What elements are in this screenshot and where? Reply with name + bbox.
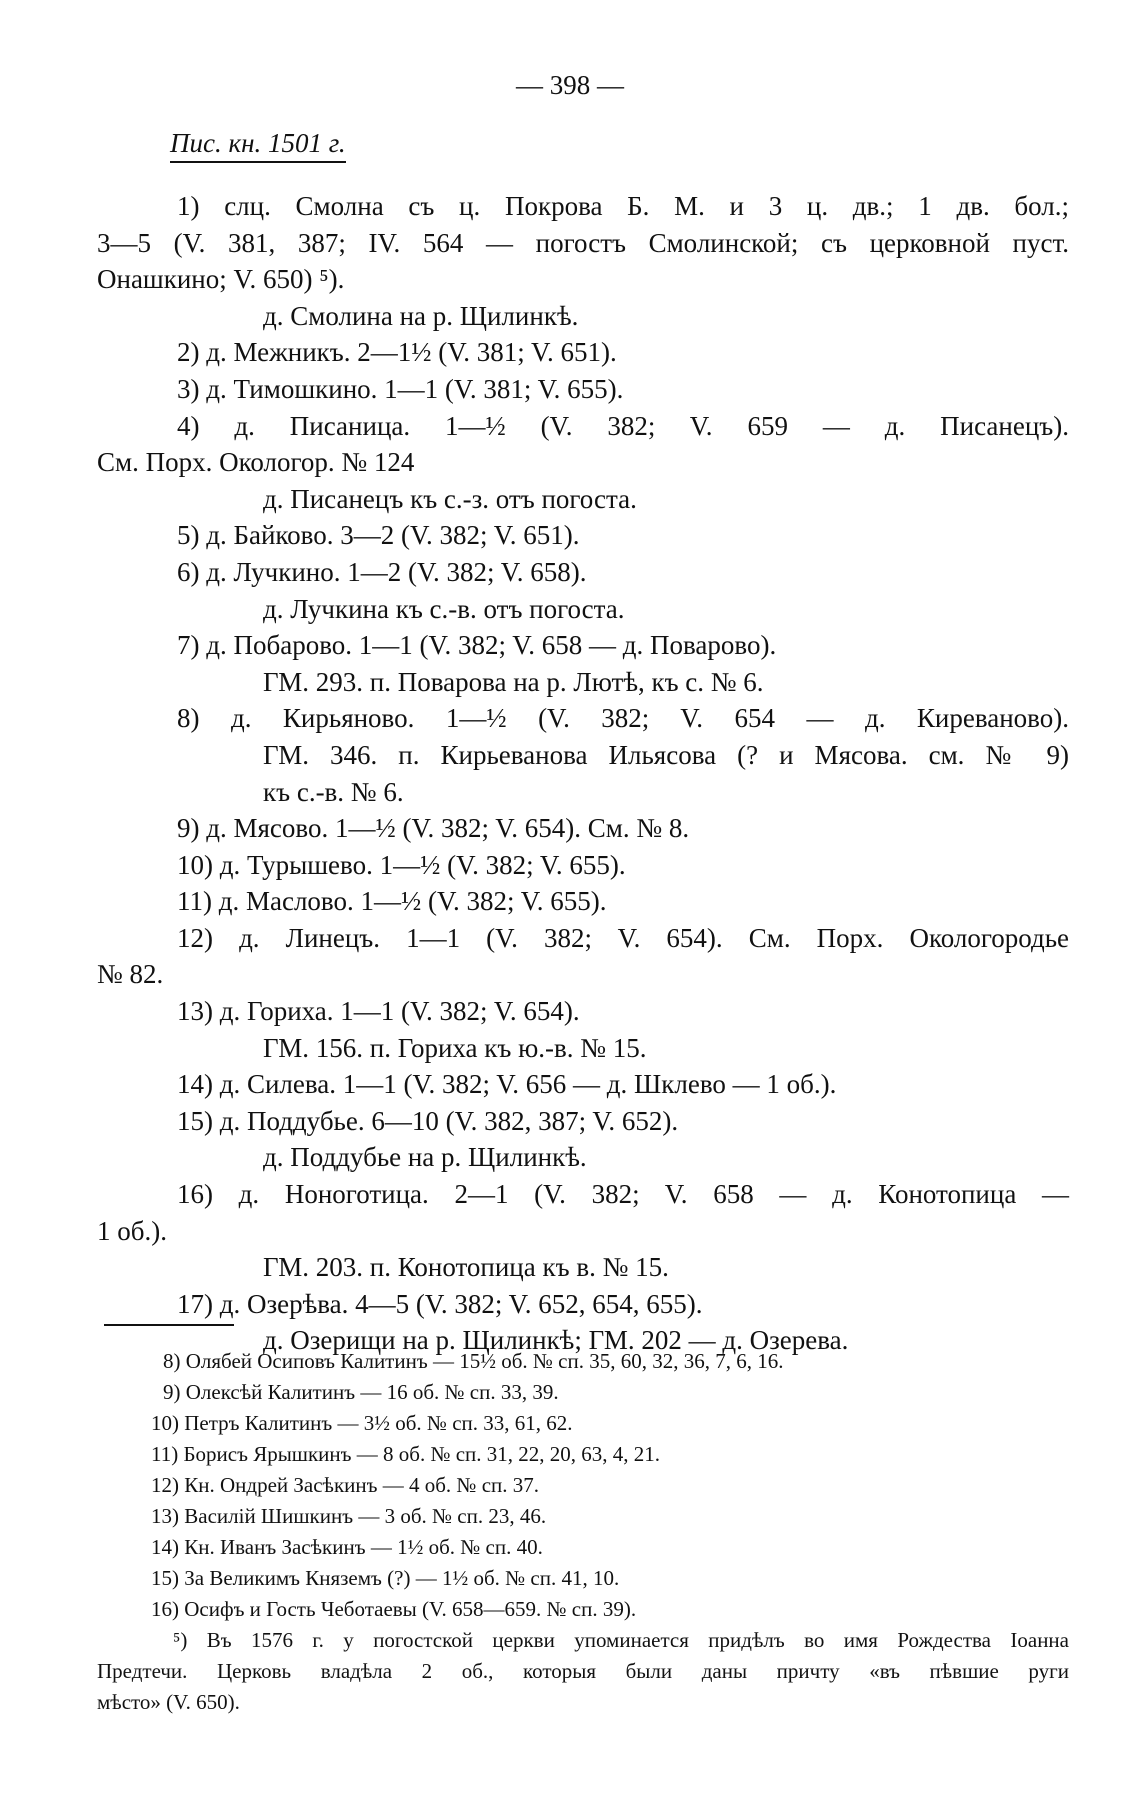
entry-line: 7) д. Побарово. 1—1 (V. 382; V. 658 — д. Поварово). <box>177 630 777 661</box>
entry-line: 13) д. Гориха. 1—1 (V. 382; V. 654). <box>177 996 580 1027</box>
entry-line: къ с.-в. № 6. <box>263 776 404 807</box>
entry-line: 2) д. Межникъ. 2—1½ (V. 381; V. 651). <box>177 337 617 368</box>
entry-line: д. Лучкина къ с.-в. отъ погоста. <box>263 593 625 624</box>
entry-line: ГМ. 156. п. Гориха къ ю.-в. № 15. <box>263 1032 647 1063</box>
entry-line: 6) д. Лучкино. 1—2 (V. 382; V. 658). <box>177 556 587 587</box>
entry-line: Онашкино; V. 650) ⁵). <box>97 264 345 295</box>
entry-line: 17) д. Озерѣва. 4—5 (V. 382; V. 652, 654, 655). <box>177 1288 703 1319</box>
entry-line: ГМ. 203. п. Конотопица къ в. № 15. <box>263 1252 669 1283</box>
entry-line: 8) д. Кирьяново. 1—½ (V. 382; V. 654 — д. Киреваново). <box>177 703 1069 734</box>
entry-line: ГМ. 346. п. Кирьеванова Ильясова (? и Мясова. см. № 9) <box>263 739 1069 770</box>
entry-line: 16) д. Ноноготица. 2—1 (V. 382; V. 658 — д. Конотопица — <box>177 1179 1069 1210</box>
entry-line: См. Порх. Окологор. № 124 <box>97 447 415 478</box>
footnote-line: 14) Кн. Иванъ Засѣкинъ — 1½ об. № сп. 40. <box>151 1535 543 1559</box>
footnote-line: Предтечи. Церковь владѣла 2 об., которыя были даны причту «въ пѣвшие руги <box>97 1659 1069 1683</box>
footnote-line: 11) Борисъ Ярышкинъ — 8 об. № сп. 31, 22, 20, 63, 4, 21. <box>151 1442 661 1466</box>
footnote-divider <box>104 1324 234 1326</box>
footnote-line: мѣсто» (V. 650). <box>97 1690 240 1714</box>
entry-line: 1) слц. Смолна съ ц. Покрова Б. М. и 3 ц. дв.; 1 дв. бол.; <box>177 191 1069 221</box>
entry-line: 14) д. Силева. 1—1 (V. 382; V. 656 — д. Шклево — 1 об.). <box>177 1069 837 1100</box>
footnote-line: 15) За Великимъ Княземъ (?) — 1½ об. № сп. 41, 10. <box>151 1566 620 1590</box>
entry-line: д. Писанецъ къ с.-з. отъ погоста. <box>263 483 637 514</box>
footnote-line: 9) Олексѣй Калитинъ — 16 об. № сп. 33, 39. <box>163 1380 559 1404</box>
footnote-line: 8) Олябей Осиповъ Калитинъ — 15½ об. № сп. 35, 60, 32, 36, 7, 6, 16. <box>163 1349 784 1373</box>
footnotes <box>97 1346 1069 1718</box>
entry-line: 5) д. Байково. 3—2 (V. 382; V. 651). <box>177 520 580 551</box>
footnote-line: 13) Василій Шишкинъ — 3 об. № сп. 23, 46. <box>151 1504 547 1528</box>
page-number: — 398 — <box>516 70 624 100</box>
page-heading: Пис. кн. 1501 г. <box>170 128 346 163</box>
entry-line: ГМ. 293. п. Поварова на р. Лютѣ, къ с. № 6. <box>263 666 764 697</box>
entry-line: 10) д. Турышево. 1—½ (V. 382; V. 655). <box>177 849 626 880</box>
entry-line: 4) д. Писаница. 1—½ (V. 382; V. 659 — д. Писанецъ). <box>177 410 1069 441</box>
entry-line: 3) д. Тимошкино. 1—1 (V. 381; V. 655). <box>177 373 624 404</box>
entry-line: 11) д. Маслово. 1—½ (V. 382; V. 655). <box>177 886 607 917</box>
footnote-line: 16) Осифъ и Гость Чеботаевы (V. 658—659. № сп. 39). <box>151 1597 637 1621</box>
footnote-line: 12) Кн. Ондрей Засѣкинъ — 4 об. № сп. 37. <box>151 1473 540 1497</box>
entries-list <box>97 188 1069 1359</box>
entry-line: 9) д. Мясово. 1—½ (V. 382; V. 654). См. № 8. <box>177 813 690 844</box>
entry-line: д. Поддубье на р. Щилинкѣ. <box>263 1142 587 1173</box>
entry-line: 15) д. Поддубье. 6—10 (V. 382, 387; V. 652). <box>177 1105 679 1136</box>
entry-line: д. Озерищи на р. Щилинкѣ; ГМ. 202 — д. Озерева. <box>263 1325 849 1356</box>
entry-line: 3—5 (V. 381, 387; IV. 564 — погостъ Смолинской; съ церковной пуст. <box>97 227 1069 258</box>
entry-line: 12) д. Линецъ. 1—1 (V. 382; V. 654). См. Порх. Окологородье <box>177 922 1069 953</box>
footnote-line: ⁵) Въ 1576 г. у погостской церкви упоминается придѣлъ во имя Рождества Іоанна <box>173 1628 1069 1652</box>
footnote-line: 10) Петръ Калитинъ — 3½ об. № сп. 33, 61, 62. <box>151 1411 573 1435</box>
entry-line: 1 об.). <box>97 1215 167 1246</box>
entry-line: д. Смолина на р. Щилинкѣ. <box>263 300 579 331</box>
entry-line: № 82. <box>97 959 164 990</box>
